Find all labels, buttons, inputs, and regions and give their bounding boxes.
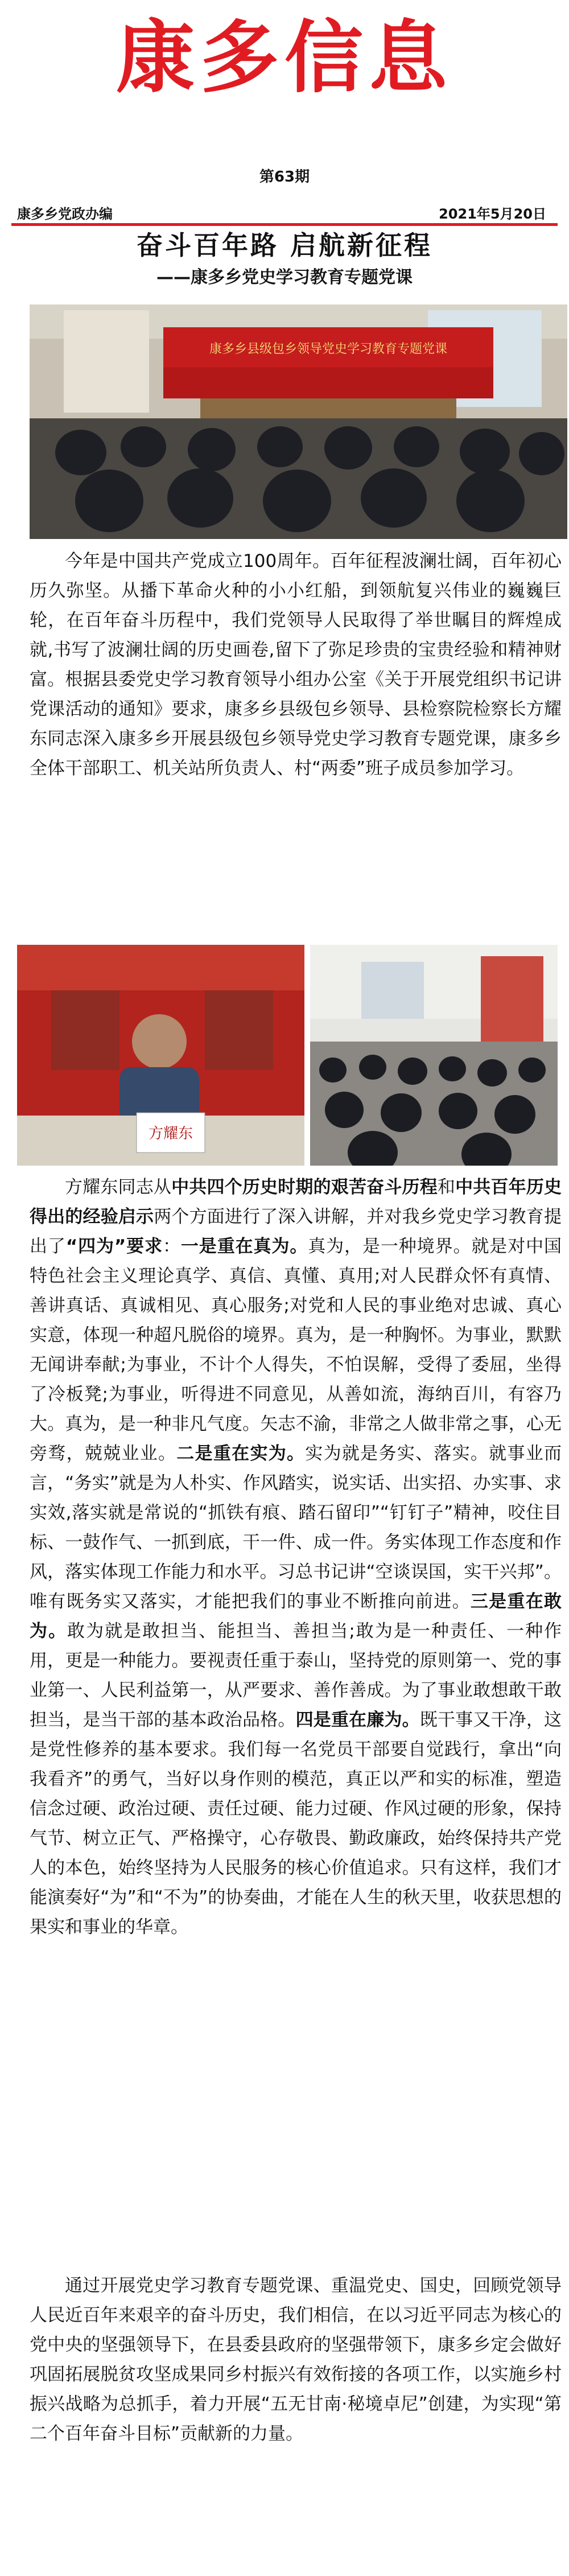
emphasis-text: “四为”要求: [65, 1236, 163, 1257]
publish-date: 2021年5月20日: [439, 206, 546, 222]
banner-text: 康多乡县级包乡领导党史学习教育专题党课: [209, 342, 448, 356]
emphasis-text: 三是重在敢为。: [30, 1591, 562, 1641]
body-text: ：: [163, 1236, 181, 1257]
publisher: 康多乡党政办编: [17, 206, 113, 222]
emphasis-text: 一是重在真为。: [180, 1236, 308, 1257]
lecture-content: [30, 1172, 562, 1942]
body-text: 和: [437, 1177, 456, 1198]
body-text: 敢为就是敢担当、能担当、善担当;敢为是一种责任、一种作用，更是一种能力。要视责任重于泰山，坚持党的原则第一、党的事业第一、人民利益第一，从严要求、善作善成。为了事业敢想敢干敢担当，是当干部的基本政治品格。: [30, 1621, 562, 1730]
paragraph-intro: 今年是中国共产党成立100周年。百年征程波澜壮阔，百年初心历久弥坚。从播下革命火种的小小红船，到领航复兴伟业的巍巍巨轮，在百年奋斗历程中，我们党领导人民取得了举世瞩目的辉煌成就,书写了波澜壮阔的历史画卷,留下了弥足珍贵的宝贵经验和精神财富。根据县委党史学习教育领导小组办公室《关于开展党组织书记讲党课活动的通知》要求，康多乡县级包乡领导、县检察院检察长方耀东同志深入康多乡开展县级包乡领导党史学习教育专题党课，康多乡全体干部职工、机关站所负责人、村“两委”班子成员参加学习。: [30, 551, 562, 779]
masthead-title: 康多信息: [116, 12, 453, 104]
body-text: 真为，是一种境界。就是对中国特色社会主义理论真学、真信、真懂、真用;对人民群众怀有真情、善讲真话、真诚相见、真心服务;对党和人民的事业绝对忠诚、真心实意，体现一种超凡脱俗的境界。真为，是一种胸怀。为事业，默默无闻讲奉献;为事业，不计个人得失，不怕误解，受得了委屈，坐得了冷板凳;为事业，听得进不同意见，从善如流，海纳百川，有容乃大。真为，是一种非凡气度。矢志不渝，非常之人做非常之事，心无旁骛，兢兢业业。: [30, 1236, 562, 1464]
emphasis-text: 中共百年历史得出的经验启示: [30, 1177, 562, 1227]
emphasis-text: 中共四个历史时期的艰苦奋斗历程: [171, 1177, 438, 1198]
article-title: 奋斗百年路 启航新征程: [136, 230, 432, 261]
body-text: 方耀东同志从: [65, 1177, 172, 1198]
speaker-photo: [17, 945, 304, 1166]
emphasis-text: 二是重在实为。: [176, 1443, 306, 1464]
emphasis-text: 四是重在廉为。: [295, 1710, 420, 1730]
issue-number: 第63期: [259, 168, 310, 186]
paragraph-body: [30, 1172, 562, 1942]
audience-photo: [310, 945, 558, 1166]
article-subtitle: ——康多乡党史学习教育专题党课: [156, 268, 413, 287]
body-text: 实为就是务实、落实。就事业而言，“务实”就是为人朴实、作风踏实，说实话、出实招、办实事、求实效,落实就是常说的“抓铁有痕、踏石留印”“钉钉子”精神，咬住目标、一鼓作气、一抓到底，干一件、成一件。务实体现工作态度和作风，落实体现工作能力和水平。习总书记讲“空谈误国，实干兴邦”。唯有既务实又落实，才能把我们的事业不断推向前进。: [30, 1443, 562, 1612]
body-text: 两个方面进行了深入讲解，并对我乡党史学习教育提出了: [30, 1207, 562, 1257]
nameplate-text: 方耀东: [148, 1125, 193, 1142]
paragraph-conclusion: 通过开展党史学习教育专题党课、重温党史、国史，回顾党领导人民近百年来艰辛的奋斗历史，我们相信，在以习近平同志为核心的党中央的坚强领导下，在县委县政府的坚强带领下，康多乡定会做好巩固拓展脱贫攻坚成果同乡村振兴有效衔接的各项工作，以实施乡村振兴战略为总抓手，着力开展“五无甘南·秘境卓尼”创建，为实现“第二个百年奋斗目标”贡献新的力量。: [30, 2275, 562, 2444]
body-text: 既干事又干净，这是党性修养的基本要求。我们每一名党员干部要自觉践行，拿出“向我看齐”的勇气，当好以身作则的模范，真正以严和实的标准，塑造信念过硬、政治过硬、责任过硬、能力过硬、作风过硬的形象，保持气节、树立正气、严格操守，心存敬畏、勤政廉政，始终保持共产党人的本色，始终坚持为人民服务的核心价值追求。只有这样，我们才能演奏好“为”和“不为”的协奏曲，才能在人生的秋天里，收获思想的果实和事业的华章。: [30, 1710, 562, 1937]
meeting-hall-photo: [30, 304, 567, 539]
